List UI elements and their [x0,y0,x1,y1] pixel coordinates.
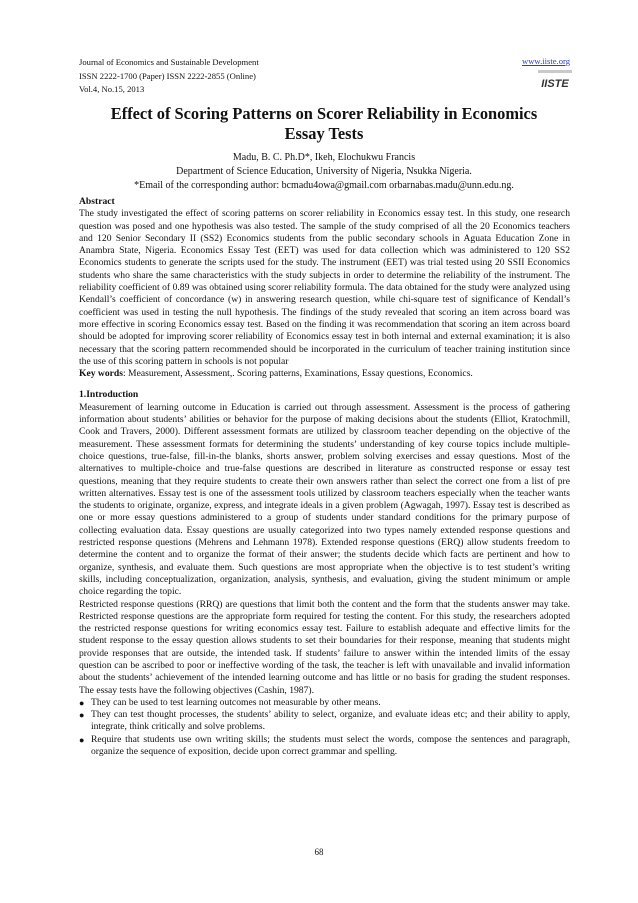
paper-title-line-2: Essay Tests [284,124,364,143]
list-item-text: They can test thought processes, the students’ ability to select, organize, and evaluate ideas etc; and their ability to apply, integrate, think critically and solve problems. [91,709,570,733]
page-number: 68 [314,847,324,857]
keywords-label: Key words [79,368,123,380]
list-item-text: They can be used to test learning outcomes not measurable by other means. [91,696,381,708]
abstract-text: The study investigated the effect of scoring patterns on scorer reliability in Economics essay test. In this study, one research question was posed and one hypothesis was also tested. The sample of the study comprised of all the 20 Economics teachers and 120 Senior Secondary II (SS2) Economics students from the public secondary schools in Aguata Education Zone in Anambra State, Nigeria. Economics Essay Test (EET) was used for data collection which was administered to 120 SS2 Economics students to generate the scripts used for the study. The instrument (EET) was trial tested using 20 SSII Economics students who share the same characteristics with the study subjects in order to determine the reliability of the instrument. The reliability coefficient of 0.89 was obtained using scorer reliability formula. The data obtained for the study were analyzed using Kendall’s coefficient of concordance (w) in answering research question, while chi-square test of significance of Kendall’s coefficient was used in testing the null hypothesis. The findings of the study revealed that scoring an item across board was more effective in scoring Economics essay test. Based on the finding it was recommendation that scoring an item across board should be adopted for improving scorer reliability of Economics essay test in both internal and external examination; it is also necessary that the scoring pattern recommended should be incorporated in the curriculum of teacher training institution since the use of this scoring pattern in schools is not popular [79,208,570,367]
journal-header [79,56,259,97]
author-block [79,151,569,193]
keywords-text: : Measurement, Assessment,. Scoring patterns, Examinations, Essay questions, Economics. [122,368,473,380]
journal-volume: Vol.4, No.15, 2013 [79,84,145,94]
journal-url-link[interactable]: www.iiste.org [522,56,570,66]
objectives-list [79,697,570,758]
journal-issn: ISSN 2222-1700 (Paper) ISSN 2222-2855 (Online) [79,70,256,81]
list-item [79,697,570,709]
list-item [79,709,570,734]
paper-title-line-1: Effect of Scoring Patterns on Scorer Reliability in Economics [110,104,538,123]
list-item [79,734,570,759]
introduction-paragraph-1: Measurement of learning outcome in Education is carried out through assessment. Assessment is the process of gathering information about students’ abilities or behavior for the purpose of making decisions about the students (Elliot, Kratochmill, Cook and Travers, 2000). Different assessment formats are utilized by classroom teacher depending on the objective of the measurement. These assessment formats for determining the students’ understanding of key course topics include multiple-choice questions, true-false, fill-in-the blanks, shorts answer, problem solving exercises and essay questions. Most of the alternatives to multiple-choice and true-false questions are described in literature as constructed response or essay test questions, meaning that they require students to create their own answers rather than select the correct one from a list of pre written alternatives. Essay test is one of the assessment tools utilized by classroom teachers especially when the teacher wants the students to originate, organize, express, and integrate ideals in a given problem (Agwagah, 1997). Essay test is described as one or more essay questions administered to a group of students under standard conditions for the primary purpose of collecting evaluation data. Essay questions are usually categorized into two types namely extended response questions and restricted response questions (Mehrens and Lehmann 1978). Extended response questions (ERQ) allow students freedom to determine the content and to organize the format of their answer; the students decide which facts are pertinent and how to organize, synthesis, and evaluate them. Such questions are most appropriate when the objective is to test student’s writing skills, including conceptualization, organization, analysis, synthesis, and evaluation, giving the student minimum or ample choice regarding the topic. [79,401,570,598]
introduction-paragraph-2: Restricted response questions (RRQ) are questions that limit both the content and the form that the students answer may take. Restricted response questions are the appropriate form required for testing the content. For this study, the researchers adopted the restricted response questions for writing economics essay test. Failure to establish adequate and effective limits for the student response to the essay question allows students to set their boundaries for their response, meaning that students might provide responses that are outside, the intended task. If students’ failure to answer within the intended limits of the essay question can be ascribed to poor or ineffective wording of the task, the teacher is left with unavailable and invalid information about the students’ achievement of the intended learning outcome and has little or no basis for grading the student responses. The essay tests have the following objectives (Cashin, 1987). [79,598,570,696]
bullet-icon: ● [79,734,85,745]
iiste-logo-text: IISTE [541,78,569,90]
author-names: Madu, B. C. Ph.D*, Ikeh, Elochukwu Francis [232,152,416,163]
journal-name: Journal of Economics and Sustainable Development [79,57,259,67]
introduction-heading: 1.Introduction [79,389,139,401]
bullet-icon: ● [79,697,85,708]
keywords-line [79,368,570,380]
abstract-heading: Abstract [79,196,115,207]
list-item-text: Require that students use own writing skills; the students must select the words, compose the sentences and paragraph, organize the sequence of exposition, decide upon correct grammar and spelling. [91,733,570,758]
paper-body [79,196,570,758]
author-email: *Email of the corresponding author: bcmadu4owa@gmail.com orbarnabas.madu@unn.edu.ng. [134,180,514,191]
bullet-icon: ● [79,710,85,721]
paper-title [79,104,569,144]
author-affiliation: Department of Science Education, University of Nigeria, Nsukka Nigeria. [176,166,472,177]
iiste-logo [537,67,573,91]
